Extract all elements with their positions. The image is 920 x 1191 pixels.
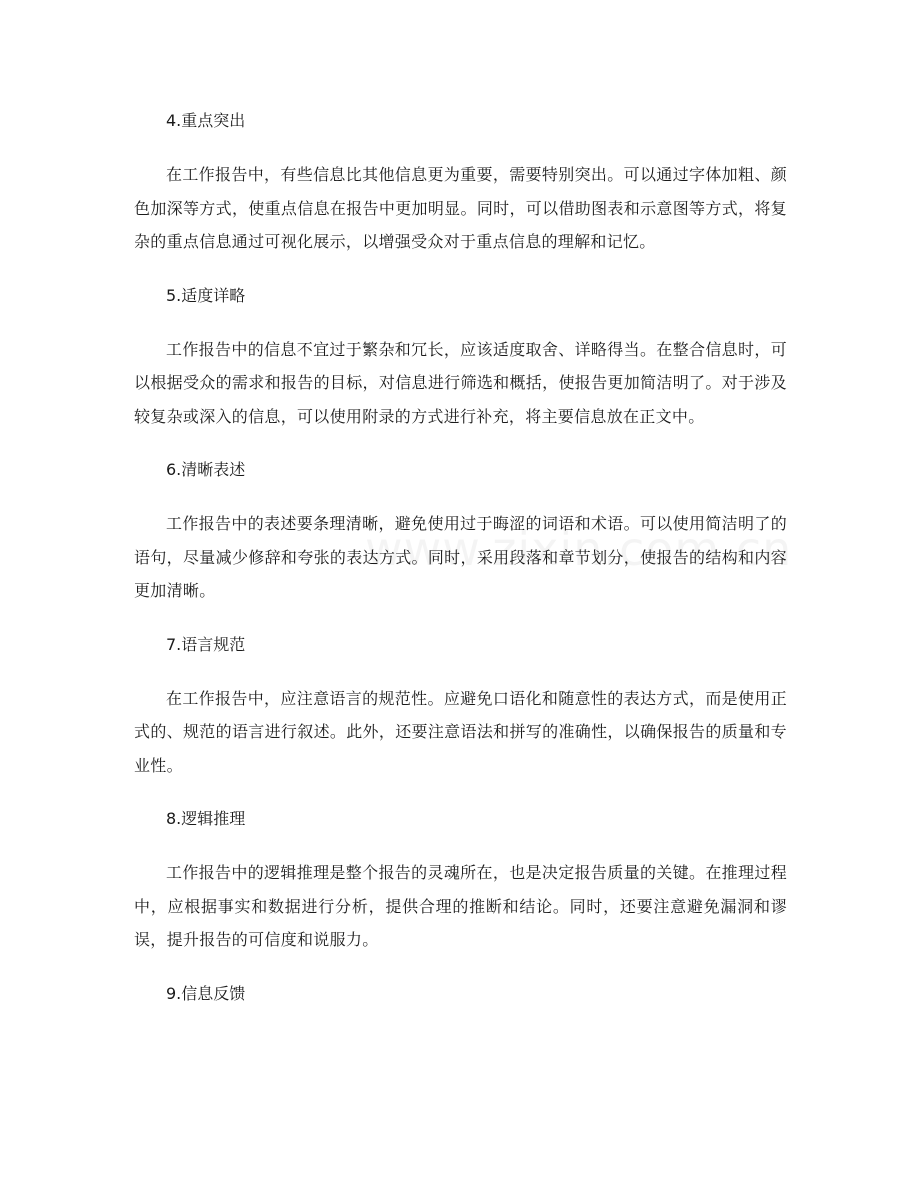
section-paragraph-7: 在工作报告中，应注意语言的规范性。应避免口语化和随意性的表达方式，而是使用正式的、规范的语言进行叙述。此外，还要注意语法和拼写的准确性，以确保报告的质量和专业性。 xyxy=(134,688,787,775)
section-paragraph-5: 工作报告中的信息不宜过于繁杂和冗长，应该适度取舍、详略得当。在整合信息时，可以根据受众的需求和报告的目标，对信息进行筛选和概括，使报告更加简洁明了。对于涉及较复杂或深入的信息，可以使用附录的方式进行补充，将主要信息放在正文中。 xyxy=(134,339,787,426)
section-paragraph-8: 工作报告中的逻辑推理是整个报告的灵魂所在，也是决定报告质量的关键。在推理过程中，应根据事实和数据进行分析，提供合理的推断和结论。同时，还要注意避免漏洞和谬误，提升报告的可信度和说服力。 xyxy=(134,863,787,949)
section-heading-7: 7.语言规范 xyxy=(166,634,246,654)
section-heading-9: 9.信息反馈 xyxy=(166,983,246,1003)
document-body xyxy=(134,104,787,1031)
section-heading-6: 6.清晰表述 xyxy=(166,460,246,479)
section-paragraph-6: 工作报告中的表述要条理清晰，避免使用过于晦涩的词语和术语。可以使用简洁明了的语句，尽量减少修辞和夸张的表达方式。同时，采用段落和章节划分，使报告的结构和内容更加清晰。 xyxy=(134,514,787,600)
section-heading-5: 5.适度详略 xyxy=(166,285,246,305)
section-heading-4: 4.重点突出 xyxy=(166,111,246,130)
section-paragraph-4: 在工作报告中，有些信息比其他信息更为重要，需要特别突出。可以通过字体加粗、颜色加深等方式，使重点信息在报告中更加明显。同时，可以借助图表和示意图等方式，将复杂的重点信息通过可视化展示，以增强受众对于重点信息的理解和记忆。 xyxy=(134,165,787,251)
section-heading-8: 8.逻辑推理 xyxy=(166,809,246,828)
